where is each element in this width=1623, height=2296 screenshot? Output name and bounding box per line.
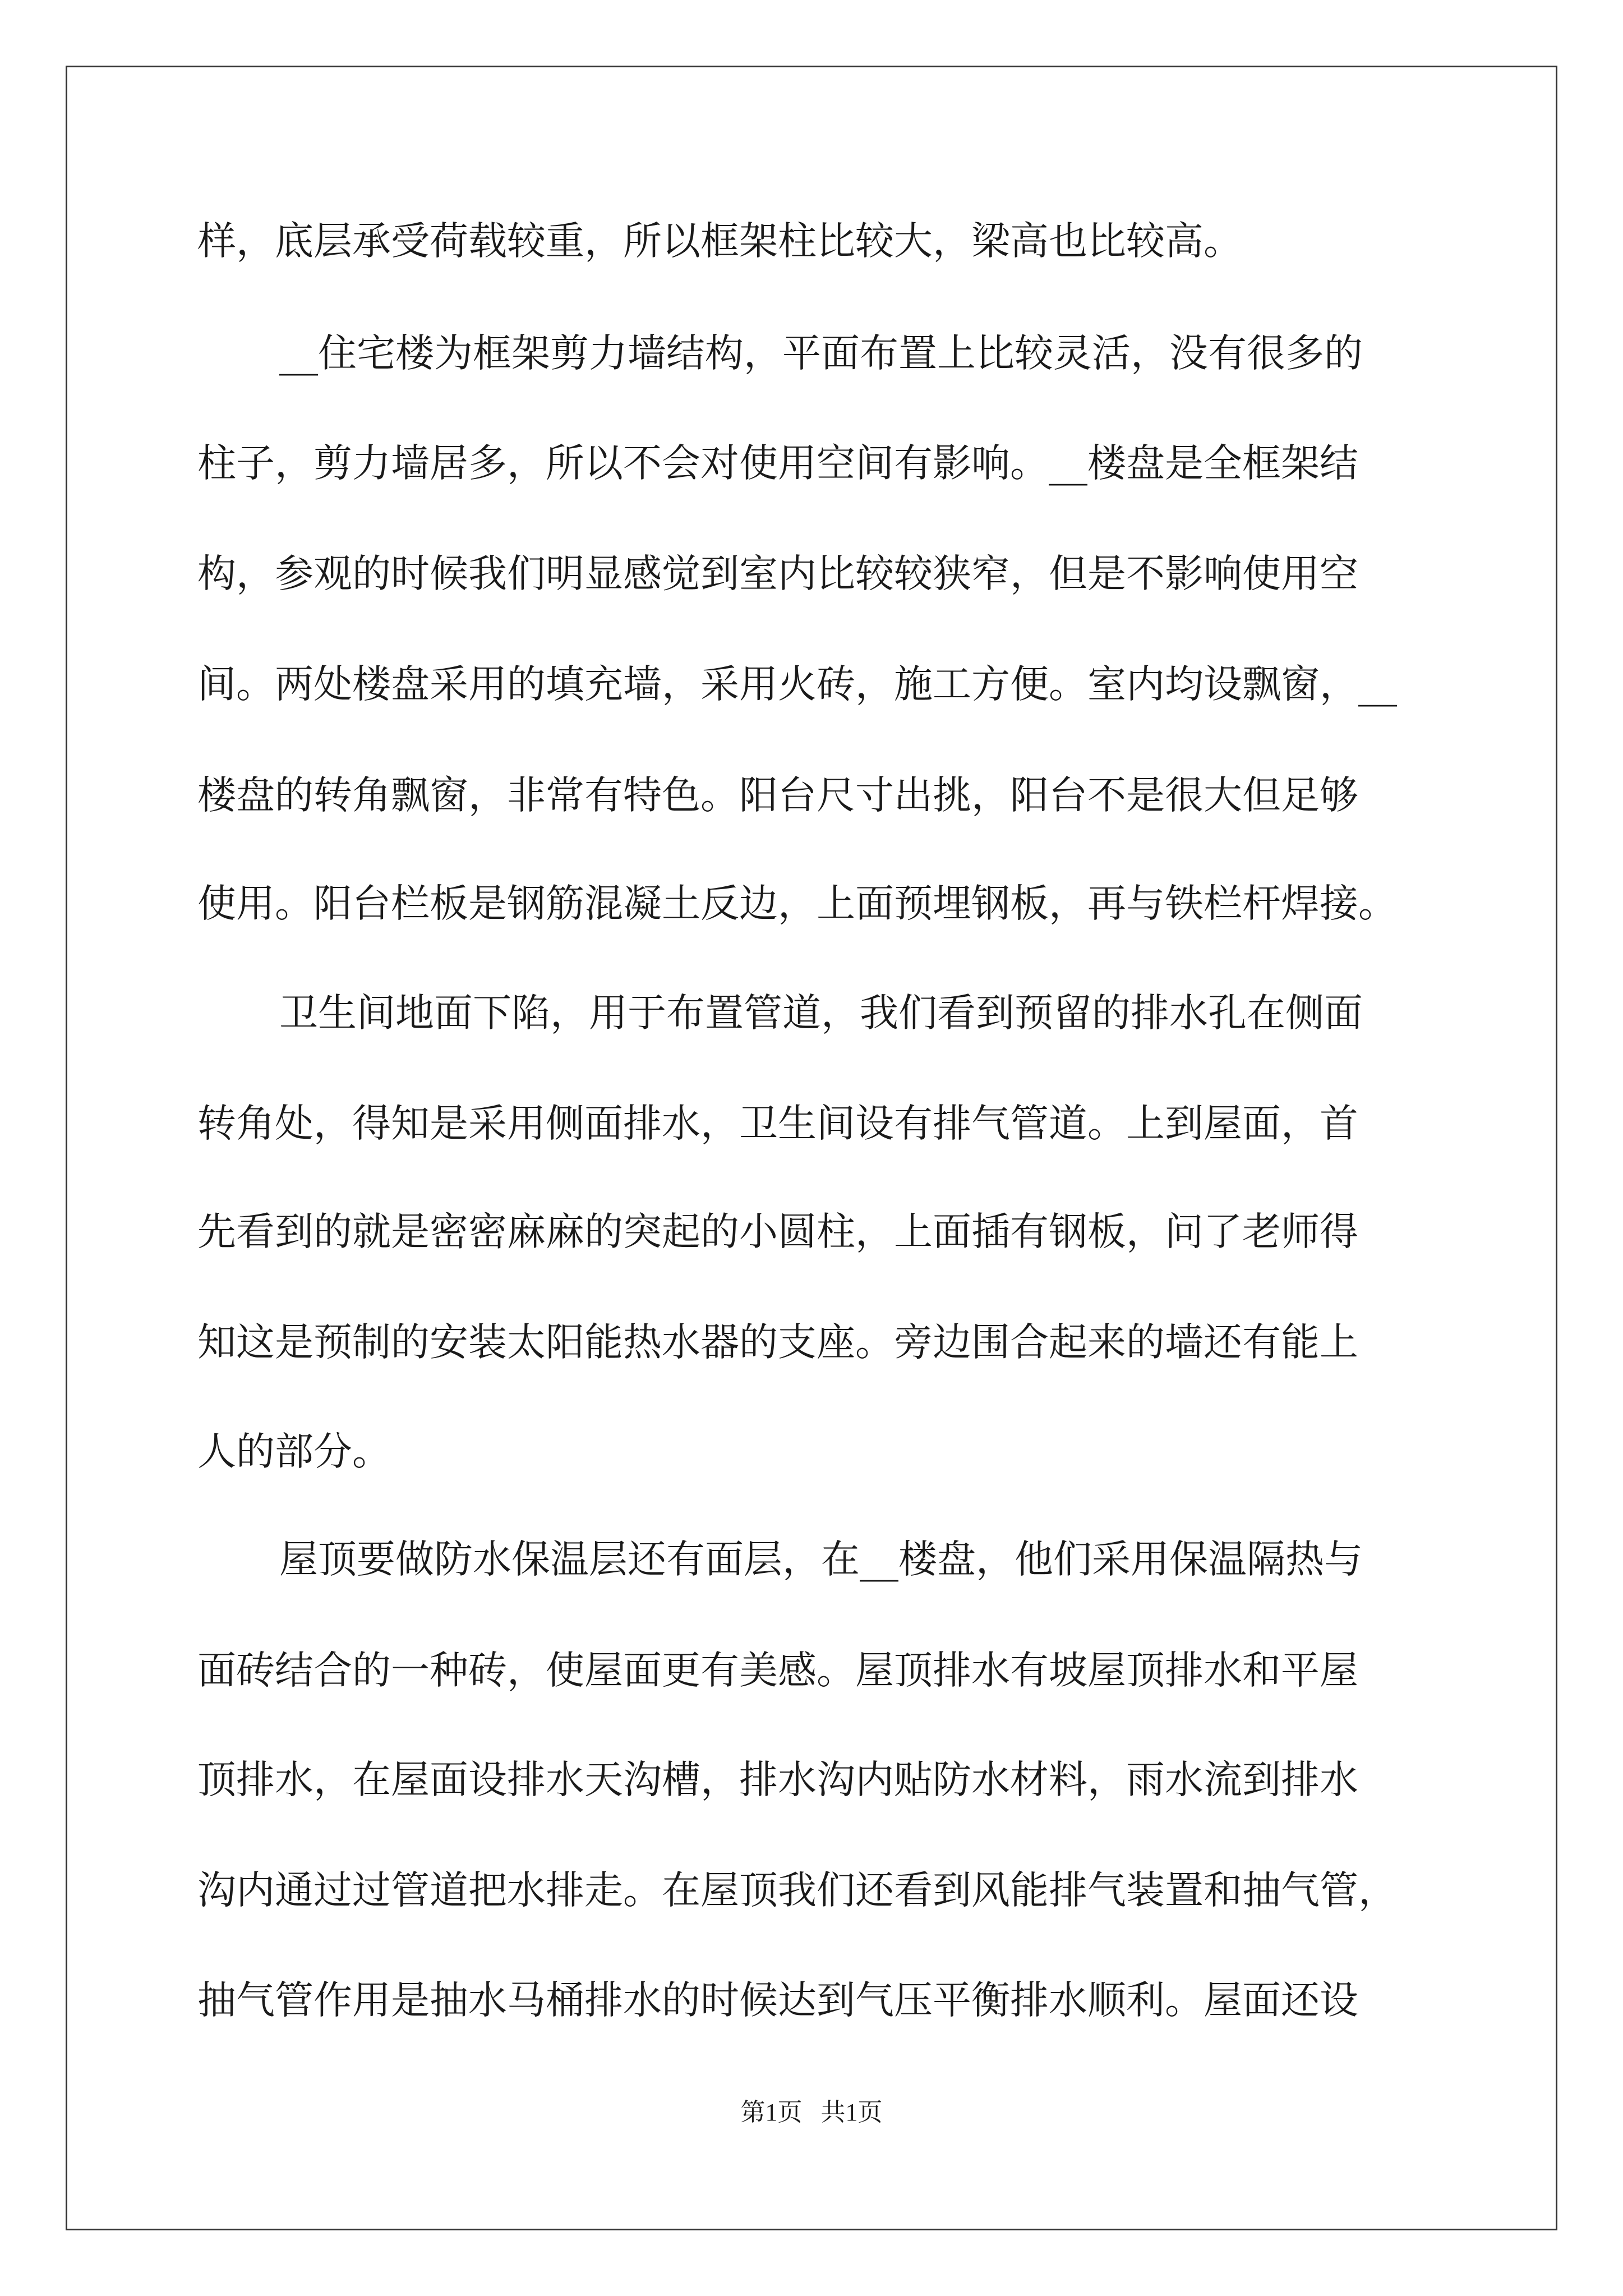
page-number-footer: 第1页 共1页	[740, 2099, 883, 2126]
